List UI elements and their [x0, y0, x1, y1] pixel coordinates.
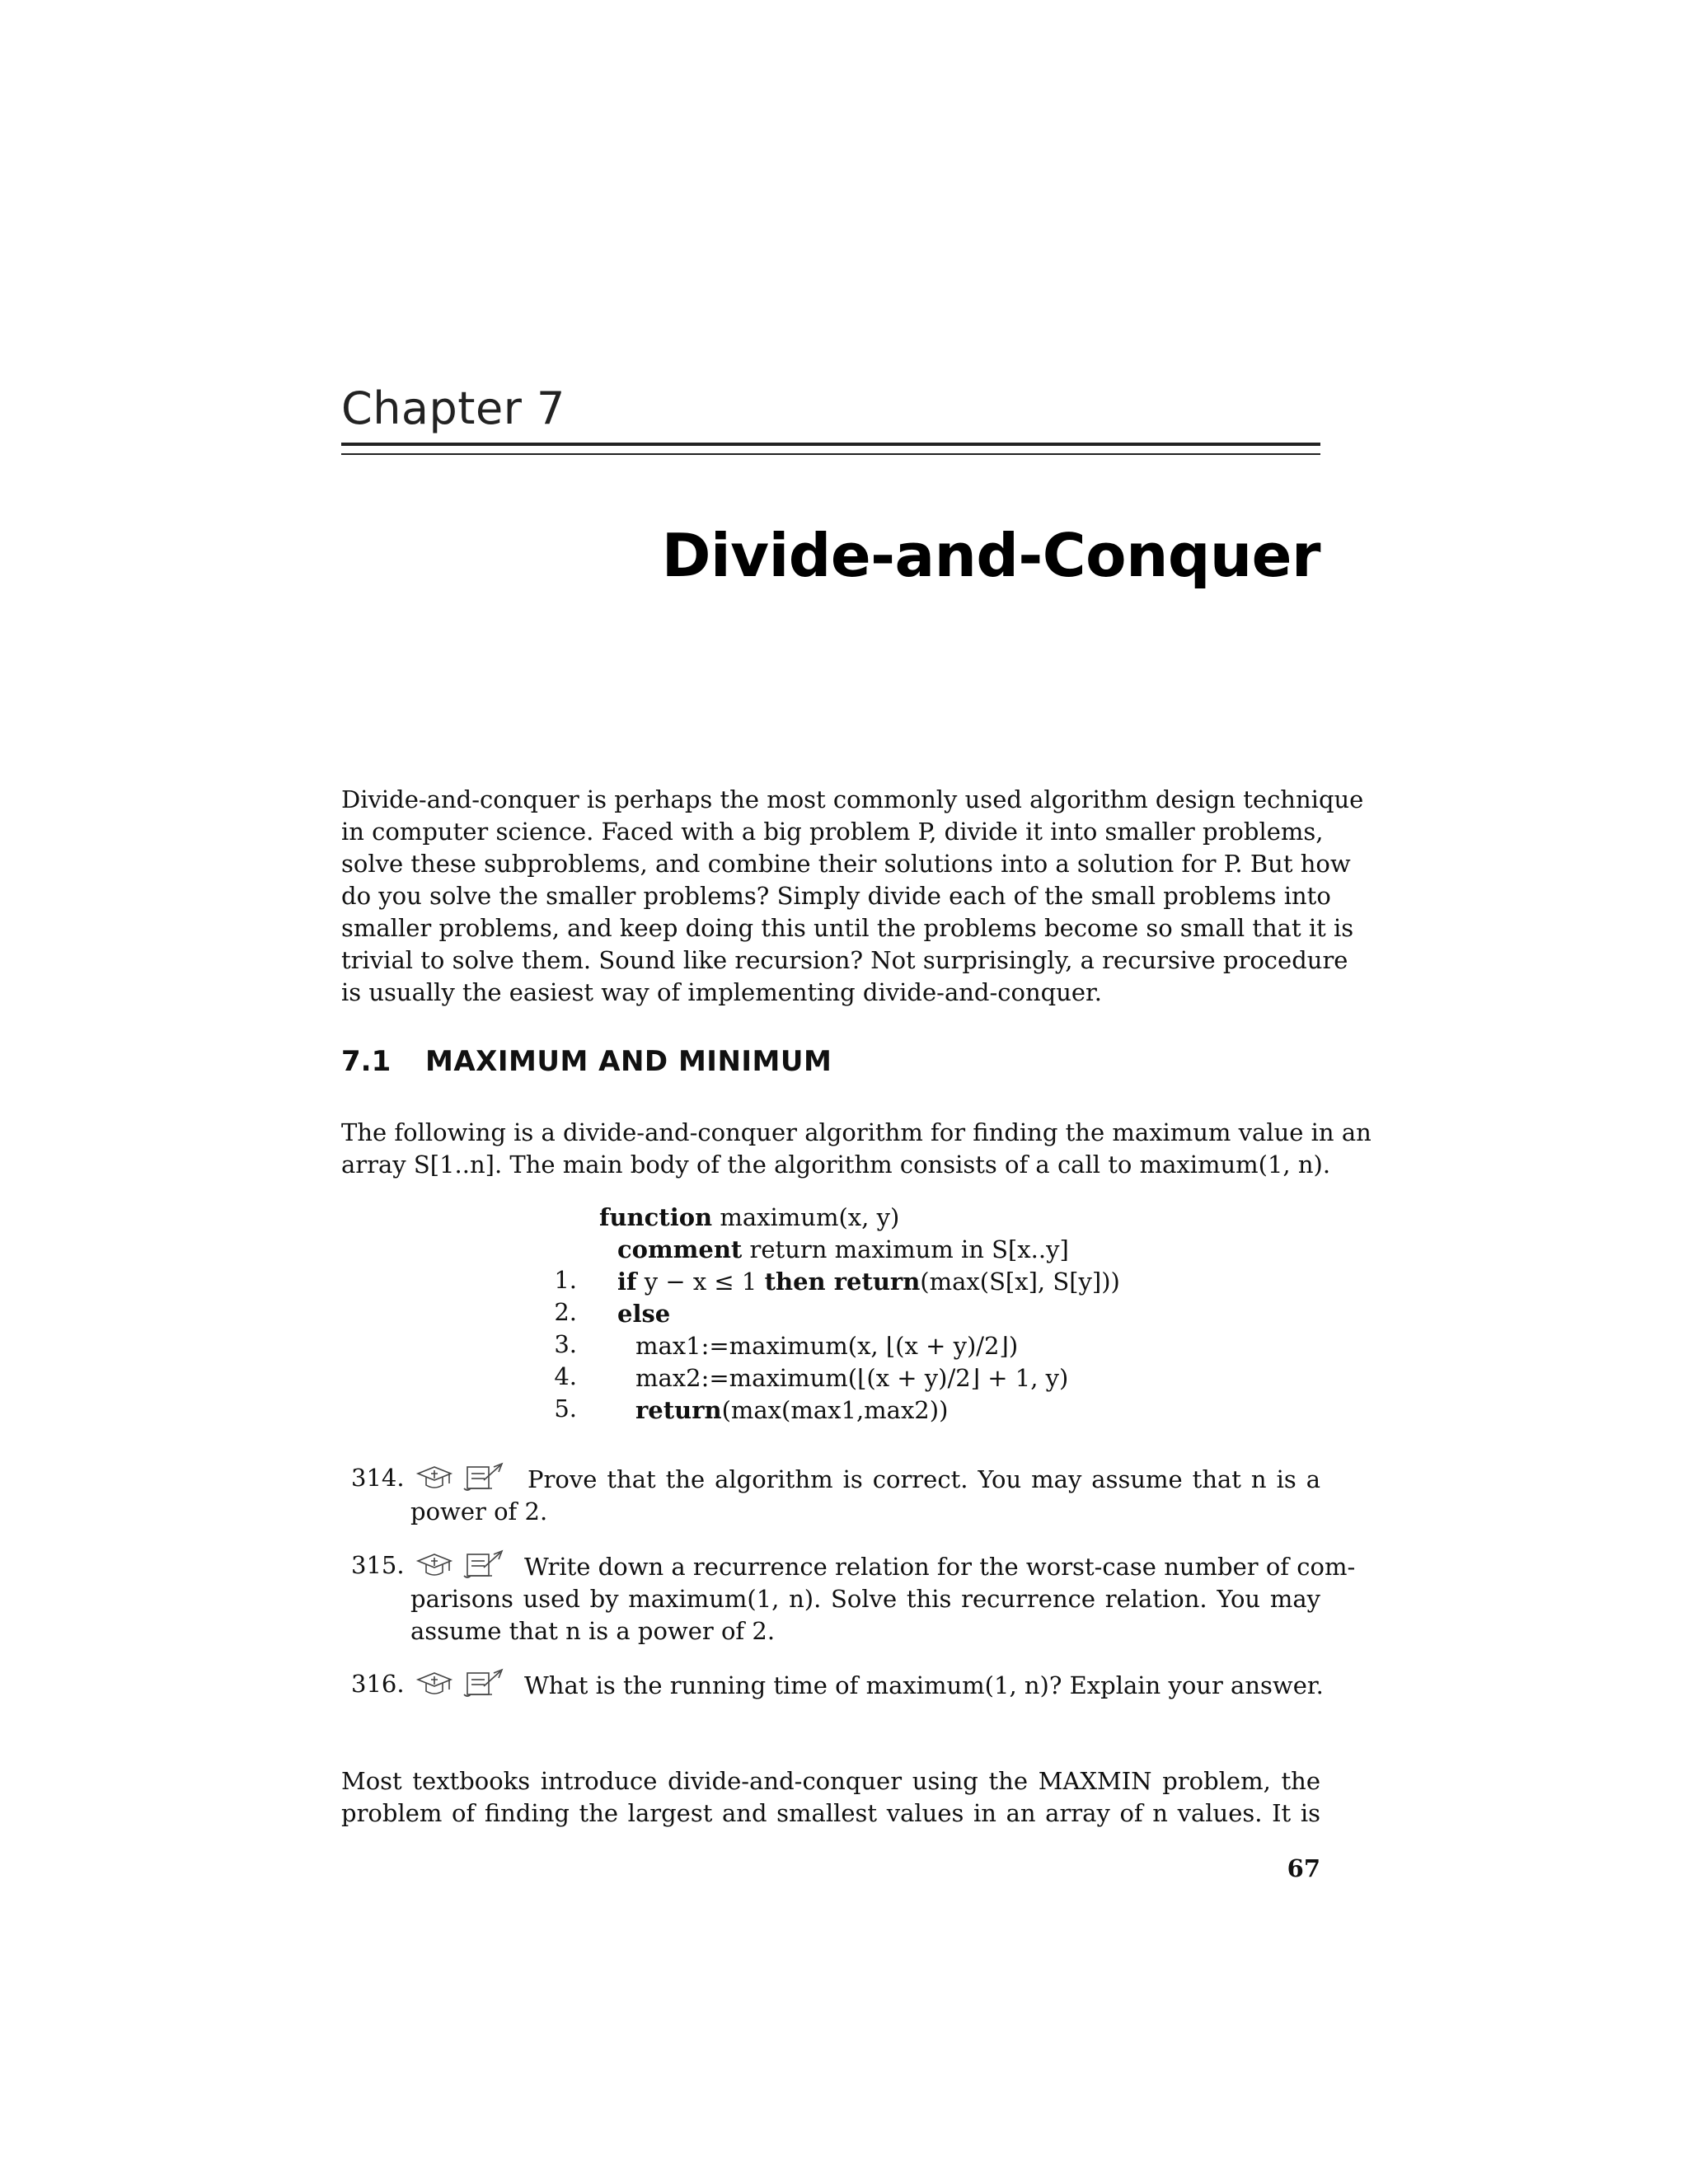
exercise-line: Prove that the algorithm is correct. You may assume that n is a [528, 1465, 1320, 1493]
closing-line: Most textbooks introduce divide-and-conquer using the MAXMIN problem, the [341, 1767, 1320, 1795]
exercise-text [410, 1464, 1320, 1528]
algorithm-line-number: 2. [554, 1298, 577, 1326]
intro-paragraph [341, 784, 1364, 1009]
exercise-text [410, 1551, 1356, 1647]
exercise-number: 315. [351, 1551, 405, 1579]
exercise-text [410, 1670, 1324, 1702]
chapter-title: Divide-and-Conquer [661, 521, 1320, 590]
page-number: 67 [1287, 1854, 1320, 1882]
intro-line: trivial to solve them. Sound like recursion? Not surprisingly, a recursive procedure [341, 946, 1348, 974]
section-intro-line: array S[1..n]. The main body of the algorithm consists of a call to maximum(1, n). [341, 1151, 1331, 1179]
closing-paragraph [341, 1765, 1320, 1830]
exercise-line: power of 2. [410, 1497, 548, 1526]
algorithm-line-number: 1. [554, 1266, 577, 1294]
algorithm-line-number: 4. [554, 1362, 577, 1390]
algorithm-line-5: return(max(max1,max2)) [635, 1396, 949, 1424]
intro-line: do you solve the smaller problems? Simply divide each of the small problems into [341, 882, 1331, 910]
chapter-label: Chapter 7 [341, 382, 565, 434]
algorithm-line-number: 3. [554, 1330, 577, 1358]
algorithm-line-2: else [617, 1300, 671, 1328]
intro-line: in computer science. Faced with a big problem P, divide it into smaller problems, [341, 818, 1324, 846]
exercise-number: 316. [351, 1670, 405, 1698]
intro-line: smaller problems, and keep doing this until the problems become so small that it is [341, 914, 1354, 942]
closing-line: problem of finding the largest and smallest values in an array of n values. It is [341, 1799, 1320, 1827]
exercise-line: assume that n is a power of 2. [410, 1617, 776, 1645]
exercise-line: parisons used by maximum(1, n). Solve this recurrence relation. You may [410, 1585, 1320, 1613]
exercise-line: Write down a recurrence relation for the worst-case number of com- [524, 1553, 1356, 1581]
section-intro-paragraph [341, 1117, 1372, 1181]
algorithm-line-4: max2:=maximum(⌊(x + y)/2⌋ + 1, y) [635, 1364, 1069, 1392]
algorithm-comment: comment return maximum in S[x..y] [617, 1235, 1069, 1263]
algorithm-line-number: 5. [554, 1394, 577, 1422]
section-intro-line: The following is a divide-and-conquer algorithm for finding the maximum value in an [341, 1118, 1372, 1146]
section-title: MAXIMUM AND MINIMUM [425, 1045, 832, 1078]
section-number: 7.1 [341, 1045, 392, 1078]
chapter-rule-thick [341, 443, 1320, 446]
algorithm-line-1: if y − x ≤ 1 then return(max(S[x], S[y])) [617, 1268, 1120, 1296]
intro-line: Divide-and-conquer is perhaps the most commonly used algorithm design technique [341, 785, 1364, 813]
algorithm-header: function maximum(x, y) [599, 1203, 900, 1231]
intro-line: solve these subproblems, and combine their solutions into a solution for P. But how [341, 850, 1351, 878]
intro-line: is usually the easiest way of implementing divide-and-conquer. [341, 978, 1102, 1006]
chapter-rule-thin [341, 453, 1320, 455]
exercise-number: 314. [351, 1464, 405, 1492]
algorithm-line-3: max1:=maximum(x, ⌊(x + y)/2⌋) [635, 1332, 1019, 1360]
exercise-line: What is the running time of maximum(1, n)? Explain your answer. [524, 1671, 1324, 1699]
